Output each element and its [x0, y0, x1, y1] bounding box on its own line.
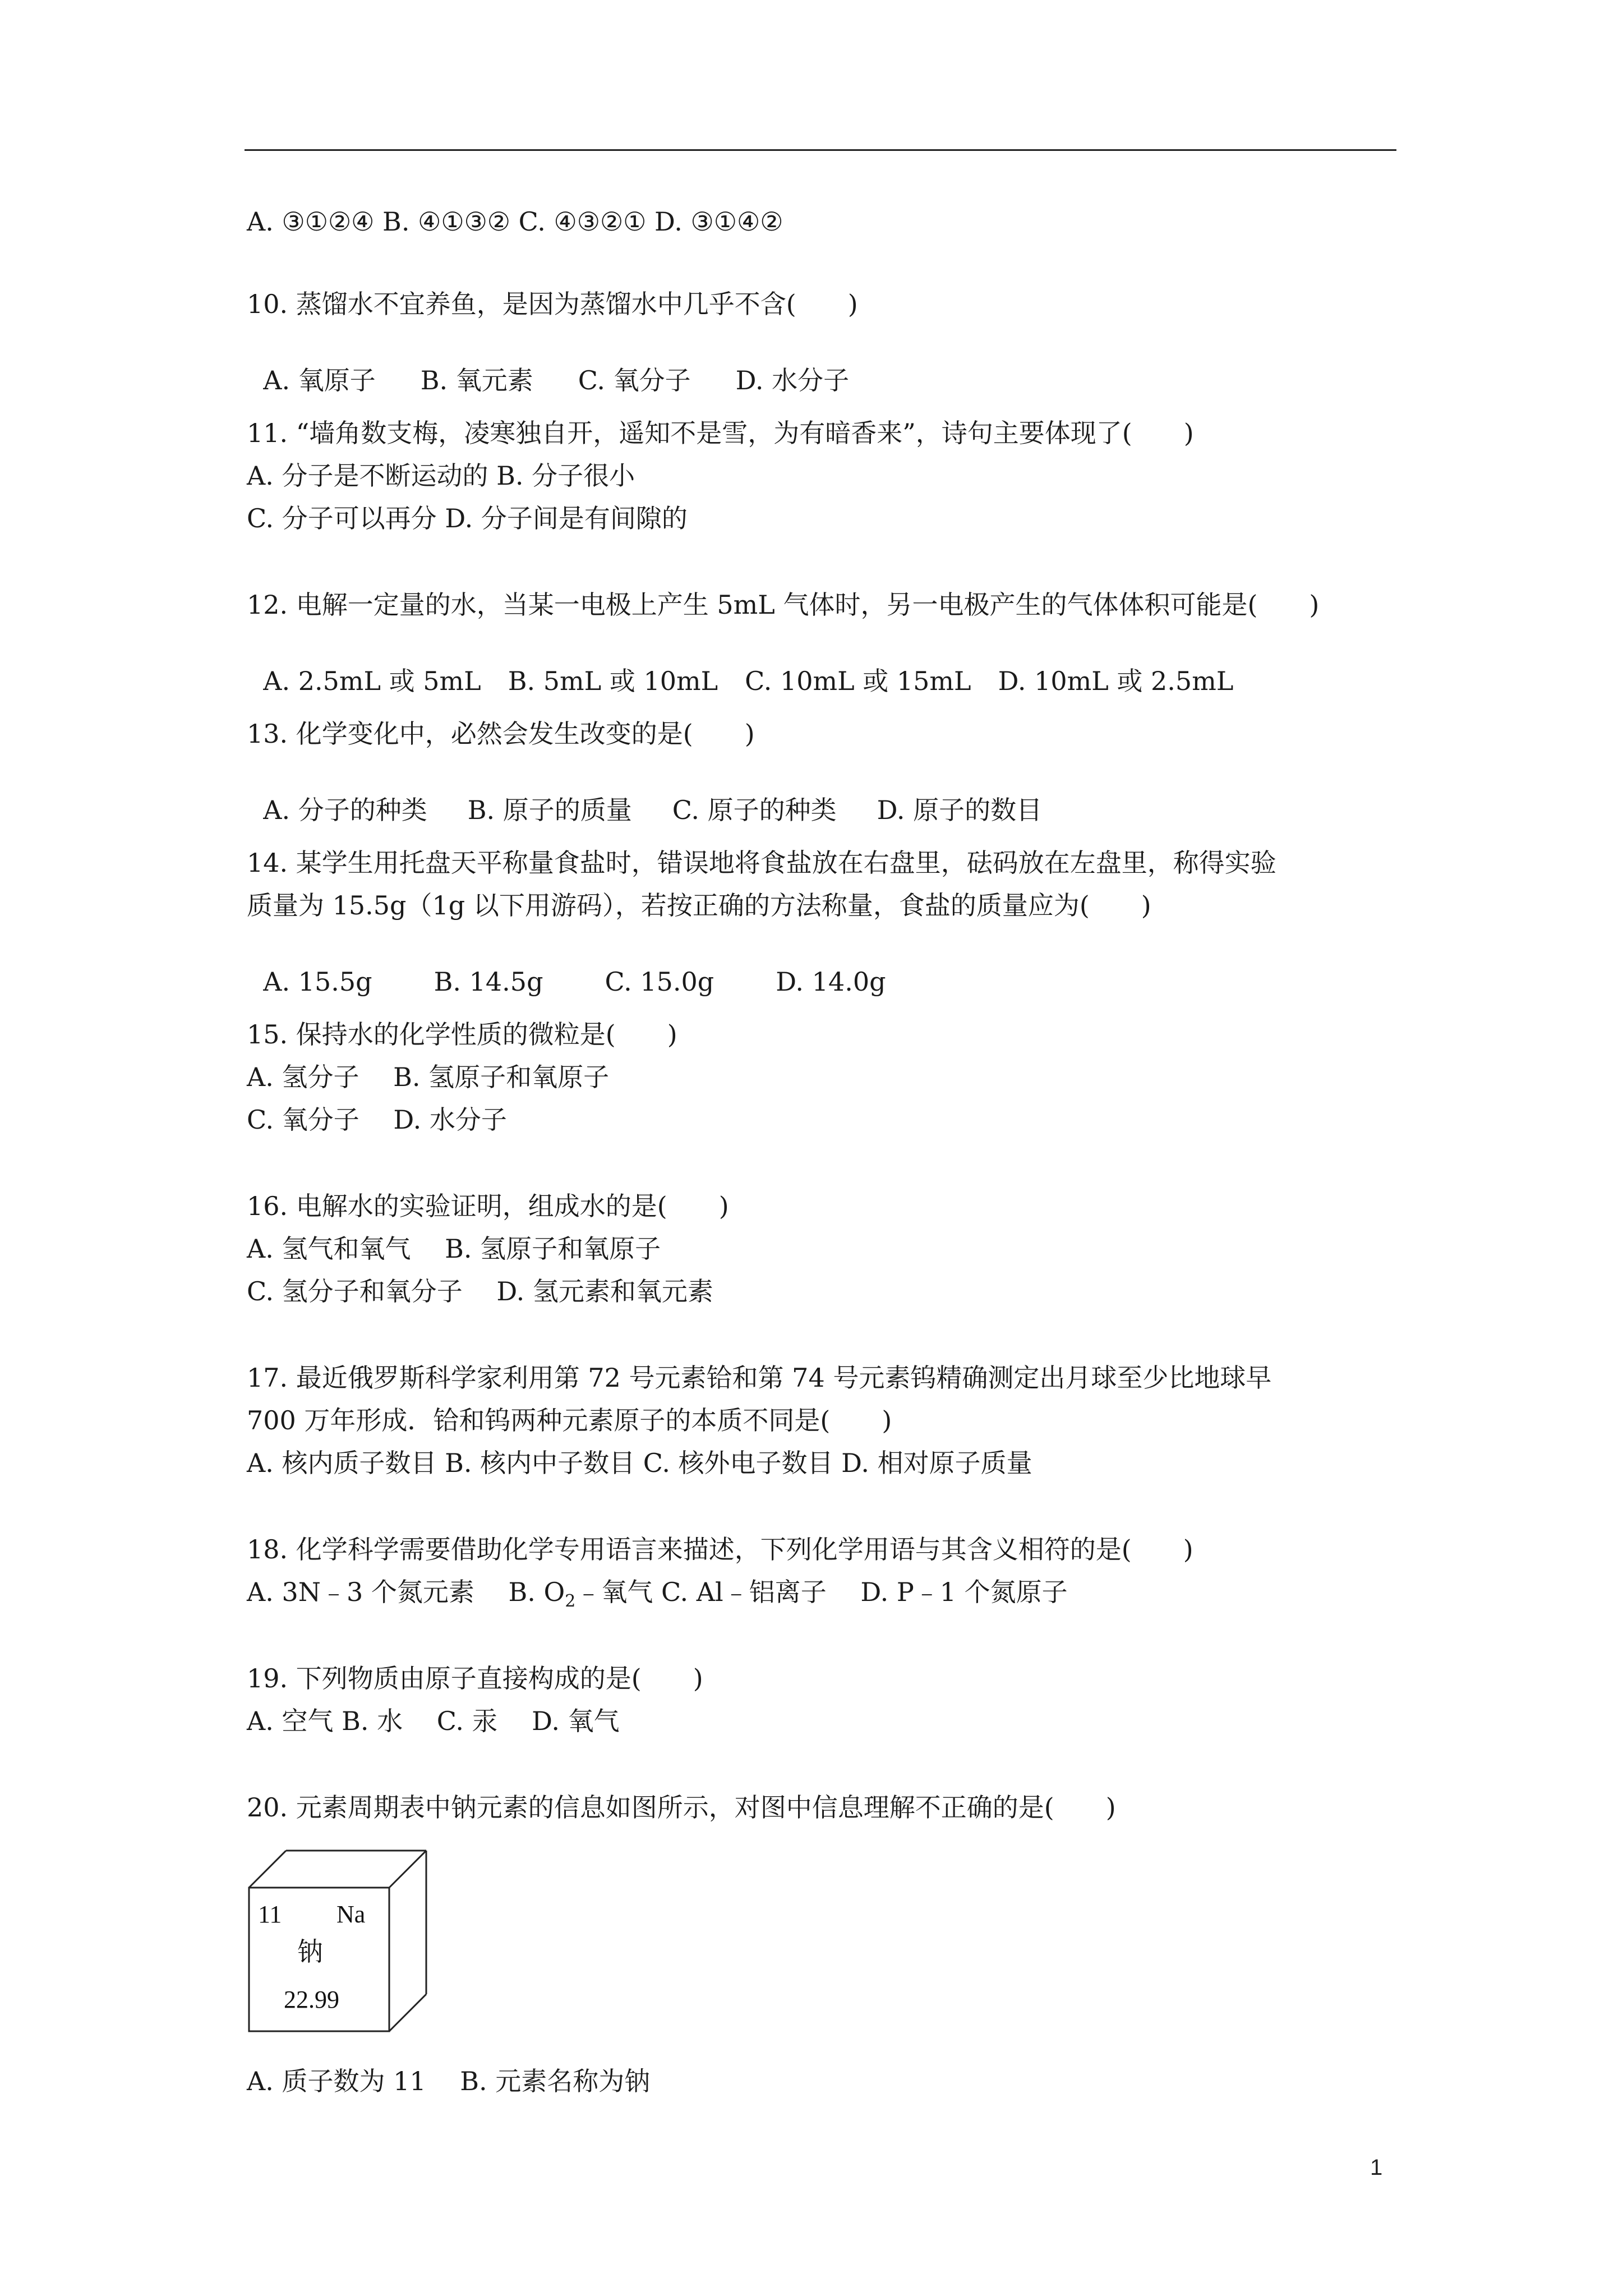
option-d: D. 原子的数目: [877, 795, 1043, 825]
subscript-2: 2: [565, 1591, 576, 1612]
question-18-stem: 18. 化学科学需要借助化学专用语言来描述，下列化学用语与其含义相符的是( ): [247, 1534, 1193, 1565]
header-rule: [245, 149, 1396, 151]
page-number: 1: [1370, 2155, 1383, 2180]
option-text-rest: ﹣氧气 C. Al﹣铝离子 D. P﹣1 个氮原子: [575, 1577, 1068, 1607]
question-19-stem: 19. 下列物质由原子直接构成的是( ): [247, 1663, 703, 1694]
element-name: 钠: [297, 1936, 323, 1967]
option-b: B. 原子的质量: [467, 795, 632, 825]
question-17-options: A. 核内质子数目 B. 核内中子数目 C. 核外电子数目 D. 相对原子质量: [247, 1448, 1032, 1478]
option-d: D. 10mL 或 2.5mL: [998, 666, 1234, 696]
atomic-number: 11: [258, 1901, 282, 1928]
periodic-table-element-card: [247, 1848, 437, 2033]
question-11-options-line-2: C. 分子可以再分 D. 分子间是有间隙的: [247, 503, 688, 533]
question-16-stem: 16. 电解水的实验证明，组成水的是( ): [247, 1191, 729, 1221]
option-b: B. 氧元素: [420, 365, 533, 395]
atomic-mass: 22.99: [284, 1986, 339, 2013]
option-a: A. 分子的种类: [263, 795, 427, 825]
question-12-options: [247, 631, 1233, 698]
question-17-stem-line-1: 17. 最近俄罗斯科学家利用第 72 号元素铪和第 74 号元素钨精确测定出月球至少比地球早: [247, 1363, 1272, 1393]
option-c: C. 原子的种类: [672, 795, 837, 825]
option-text-a-b: A. 3N﹣3 个氮元素 B. O: [247, 1577, 565, 1607]
option-c: C. 15.0g: [605, 967, 714, 997]
question-15-stem: 15. 保持水的化学性质的微粒是( ): [247, 1019, 677, 1050]
question-20-options: A. 质子数为 11 B. 元素名称为钠: [247, 2066, 651, 2096]
question-10-stem: 10. 蒸馏水不宜养鱼，是因为蒸馏水中几乎不含( ): [247, 289, 858, 319]
option-d: D. 水分子: [735, 365, 850, 395]
option-c: C. 氧分子: [578, 365, 691, 395]
option-b: B. 14.5g: [434, 967, 543, 997]
option-a: A. 2.5mL 或 5mL: [263, 666, 481, 696]
question-13-stem: 13. 化学变化中，必然会发生改变的是( ): [247, 719, 755, 749]
question-11-options-line-1: A. 分子是不断运动的 B. 分子很小: [247, 461, 635, 491]
question-15-options-line-2: C. 氧分子 D. 水分子: [247, 1105, 507, 1135]
question-15-options-line-1: A. 氢分子 B. 氢原子和氧原子: [247, 1062, 610, 1092]
question-14-stem-line-1: 14. 某学生用托盘天平称量食盐时，错误地将食盐放在右盘里，砝码放在左盘里，称得实验: [247, 848, 1276, 878]
question-17-stem-line-2: 700 万年形成．铪和钨两种元素原子的本质不同是( ): [247, 1405, 892, 1435]
question-12-stem: 12. 电解一定量的水，当某一电极上产生 5mL 气体时，另一电极产生的气体体积可能是( ): [247, 590, 1320, 620]
option-a: A. 氧原子: [263, 365, 376, 395]
option-d: D. 14.0g: [776, 967, 886, 997]
question-16-options-line-2: C. 氢分子和氧分子 D. 氢元素和氧元素: [247, 1276, 713, 1306]
question-13-options: [247, 760, 1042, 827]
question-11-stem: 11. “墙角数支梅，凌寒独自开，遥知不是雪，为有暗香来”，诗句主要体现了( ): [247, 418, 1194, 448]
previous-question-options: A. ③①②④ B. ④①③② C. ④③②① D. ③①④②: [247, 206, 783, 237]
question-14-stem-line-2: 质量为 15.5g（1g 以下用游码），若按正确的方法称量，食盐的质量应为( ): [247, 890, 1151, 921]
option-b: B. 5mL 或 10mL: [508, 666, 718, 696]
question-20-stem: 20. 元素周期表中钠元素的信息如图所示，对图中信息理解不正确的是( ): [247, 1792, 1116, 1823]
question-14-options: [247, 931, 886, 999]
element-symbol: Na: [336, 1901, 366, 1928]
question-16-options-line-1: A. 氢气和氧气 B. 氢原子和氧原子: [247, 1234, 661, 1264]
question-10-options: [247, 330, 849, 397]
option-c: C. 10mL 或 15mL: [745, 666, 971, 696]
question-19-options: A. 空气 B. 水 C. 汞 D. 氧气: [247, 1706, 620, 1736]
question-18-options: [247, 1575, 1068, 1618]
option-a: A. 15.5g: [263, 967, 372, 997]
